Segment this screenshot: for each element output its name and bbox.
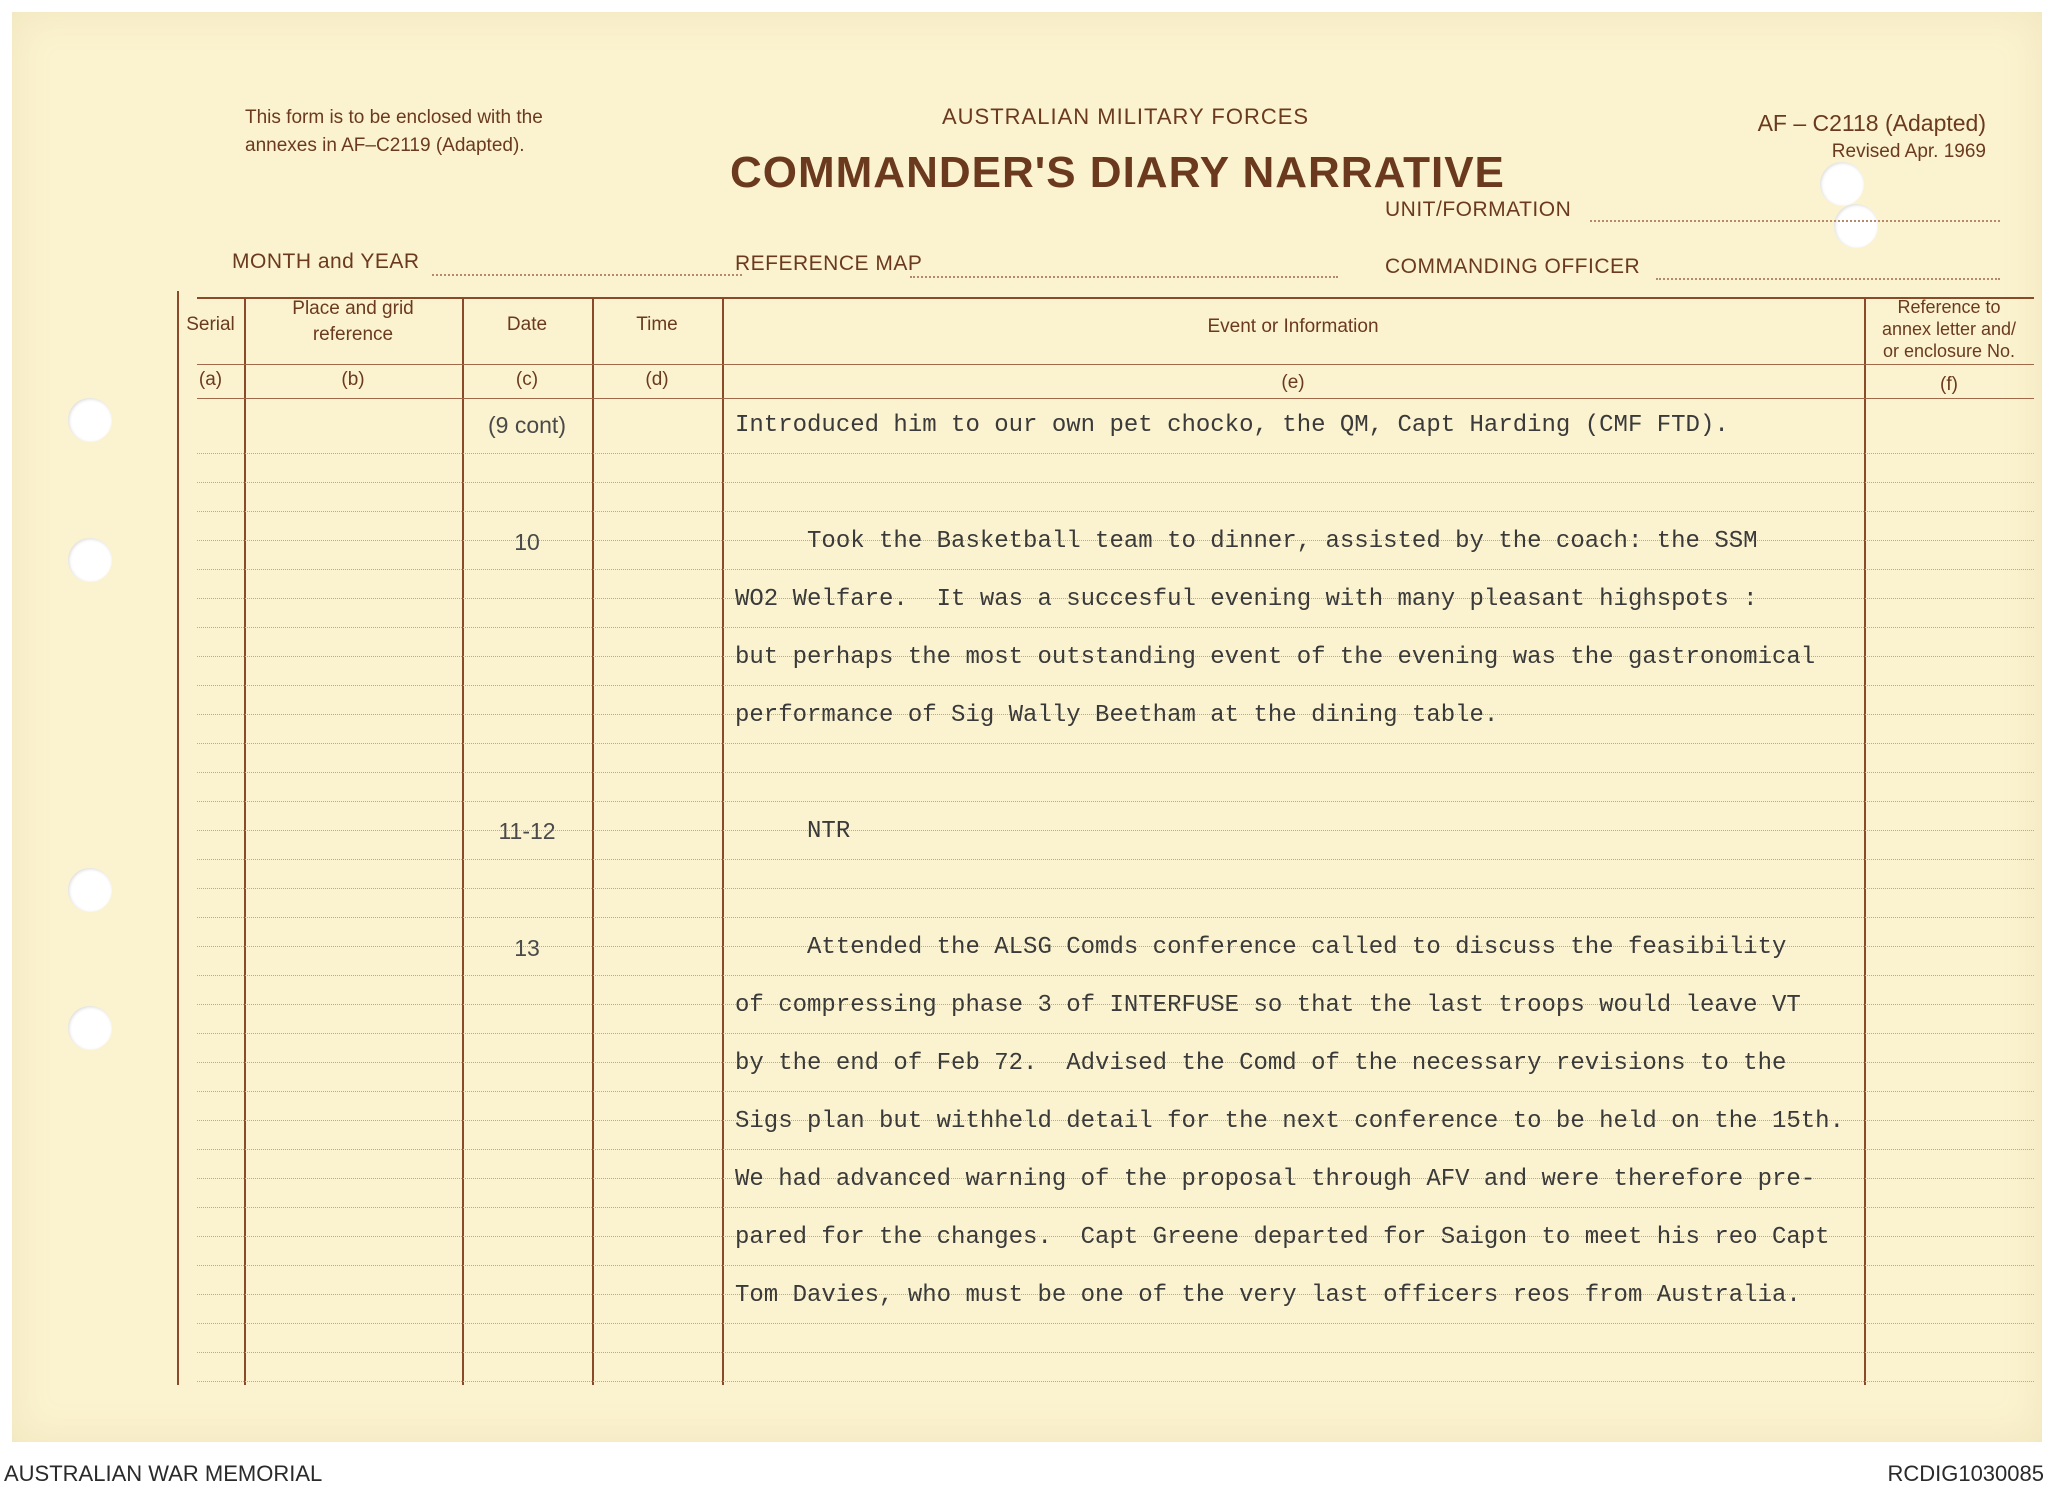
- ruled-line: [197, 1149, 2034, 1150]
- event-line: Tom Davies, who must be one of the very last officers reos from Australia.: [735, 1282, 1801, 1309]
- event-line: We had advanced warning of the proposal through AFV and were therefore pre-: [735, 1166, 1816, 1193]
- unit-formation-label: UNIT/FORMATION: [1385, 198, 1572, 221]
- binder-hole: [68, 1006, 112, 1050]
- month-year-field[interactable]: [432, 274, 742, 276]
- ruled-line: [197, 743, 2034, 744]
- commanding-officer-field[interactable]: [1656, 278, 2000, 280]
- column-letter-a: (a): [198, 369, 223, 390]
- entry-date: 11-12: [498, 818, 556, 844]
- column-header-reference-line1: Reference to: [1897, 297, 2001, 317]
- ruled-line: [197, 801, 2034, 802]
- column-letter-f: (f): [1940, 374, 1958, 395]
- ruled-line: [197, 511, 2034, 512]
- column-header-place-line1: Place and grid: [292, 298, 414, 319]
- diary-form-sheet: [12, 12, 2042, 1442]
- event-line: of compressing phase 3 of INTERFUSE so that the last troops would leave VT: [735, 992, 1801, 1019]
- binder-hole: [68, 398, 112, 442]
- archive-item-id: RCDIG1030085: [1887, 1461, 2044, 1486]
- binder-hole: [1820, 162, 1864, 206]
- column-header-event: Event or Information: [1207, 316, 1379, 337]
- letter-row-divider: [197, 398, 2034, 399]
- event-line: but perhaps the most outstanding event of the evening was the gastronomical: [735, 644, 1816, 671]
- ruled-line: [197, 569, 2034, 570]
- event-line: Attended the ALSG Comds conference called to discuss the feasibility: [735, 934, 1787, 961]
- column-letter-e: (e): [1281, 372, 1305, 393]
- reference-map-label: REFERENCE MAP: [735, 252, 923, 275]
- event-line: performance of Sig Wally Beetham at the dining table.: [735, 702, 1499, 729]
- event-line: Sigs plan but withheld detail for the next conference to be held on the 15th.: [735, 1108, 1844, 1135]
- entry-date: 10: [514, 529, 540, 555]
- reference-map-field[interactable]: [910, 276, 1338, 278]
- column-header-serial: Serial: [186, 314, 235, 335]
- ruled-line: [197, 1265, 2034, 1266]
- column-letter-c: (c): [515, 369, 539, 390]
- form-code: AF – C2118 (Adapted): [1757, 110, 1986, 136]
- ruled-line: [197, 1091, 2034, 1092]
- revision-date: Revised Apr. 1969: [1831, 141, 1986, 162]
- column-divider: [244, 297, 246, 1385]
- enclosure-note-line1: This form is to be enclosed with the: [245, 107, 543, 128]
- binder-hole: [68, 868, 112, 912]
- enclosure-note-line2: annexes in AF–C2119 (Adapted).: [245, 135, 525, 156]
- event-line: Took the Basketball team to dinner, assisted by the coach: the SSM: [735, 528, 1758, 555]
- event-line: Introduced him to our own pet chocko, the QM, Capt Harding (CMF FTD).: [735, 412, 1729, 439]
- ruled-line: [197, 1033, 2034, 1034]
- column-header-time: Time: [636, 314, 678, 335]
- column-header-reference: [1864, 296, 2034, 362]
- ruled-line: [197, 1323, 2034, 1324]
- ruled-line: [197, 685, 2034, 686]
- event-line: WO2 Welfare. It was a succesful evening with many pleasant highspots :: [735, 586, 1758, 613]
- column-header-date: Date: [506, 314, 548, 335]
- column-letter-b: (b): [341, 369, 365, 390]
- binder-hole: [1834, 204, 1878, 248]
- event-line: pared for the changes. Capt Greene departed for Saigon to meet his reo Capt: [735, 1224, 1830, 1251]
- enclosure-note: [245, 104, 605, 160]
- column-header-reference-line2: annex letter and/: [1881, 319, 2017, 339]
- ruled-line: [197, 917, 2034, 918]
- column-letter-d: (d): [645, 369, 669, 390]
- form-title: COMMANDER'S DIARY NARRATIVE: [730, 148, 1505, 197]
- entry-date: 13: [514, 935, 540, 961]
- unit-formation-field[interactable]: [1590, 220, 2000, 222]
- column-header-place: [244, 296, 462, 348]
- organisation-heading: AUSTRALIAN MILITARY FORCES: [942, 104, 1310, 129]
- ruled-line: [197, 1207, 2034, 1208]
- ruled-line: [197, 482, 2034, 483]
- entry-date: (9 cont): [488, 412, 566, 438]
- event-line: by the end of Feb 72. Advised the Comd of the necessary revisions to the: [735, 1050, 1787, 1077]
- header-row-divider: [197, 364, 2034, 365]
- binder-hole: [68, 538, 112, 582]
- archive-credit: AUSTRALIAN WAR MEMORIAL: [4, 1461, 323, 1486]
- column-divider: [1864, 297, 1866, 1385]
- table-top-border: [197, 297, 2034, 299]
- ruled-line: [197, 1352, 2034, 1353]
- ruled-line: [197, 627, 2034, 628]
- ruled-line: [197, 859, 2034, 860]
- ruled-line: [197, 975, 2034, 976]
- column-header-reference-line3: or enclosure No.: [1882, 341, 2016, 361]
- ruled-line: [197, 888, 2034, 889]
- month-year-label: MONTH and YEAR: [232, 250, 420, 273]
- column-header-place-line2: reference: [312, 324, 394, 345]
- form-code-block: [1758, 110, 1986, 163]
- column-divider: [722, 297, 724, 1385]
- ruled-line: [197, 453, 2034, 454]
- ruled-line: [197, 1381, 2034, 1382]
- event-line: NTR: [735, 818, 851, 845]
- table-left-border: [177, 291, 179, 1385]
- ruled-line: [197, 772, 2034, 773]
- column-divider: [592, 297, 594, 1385]
- commanding-officer-label: COMMANDING OFFICER: [1385, 255, 1641, 278]
